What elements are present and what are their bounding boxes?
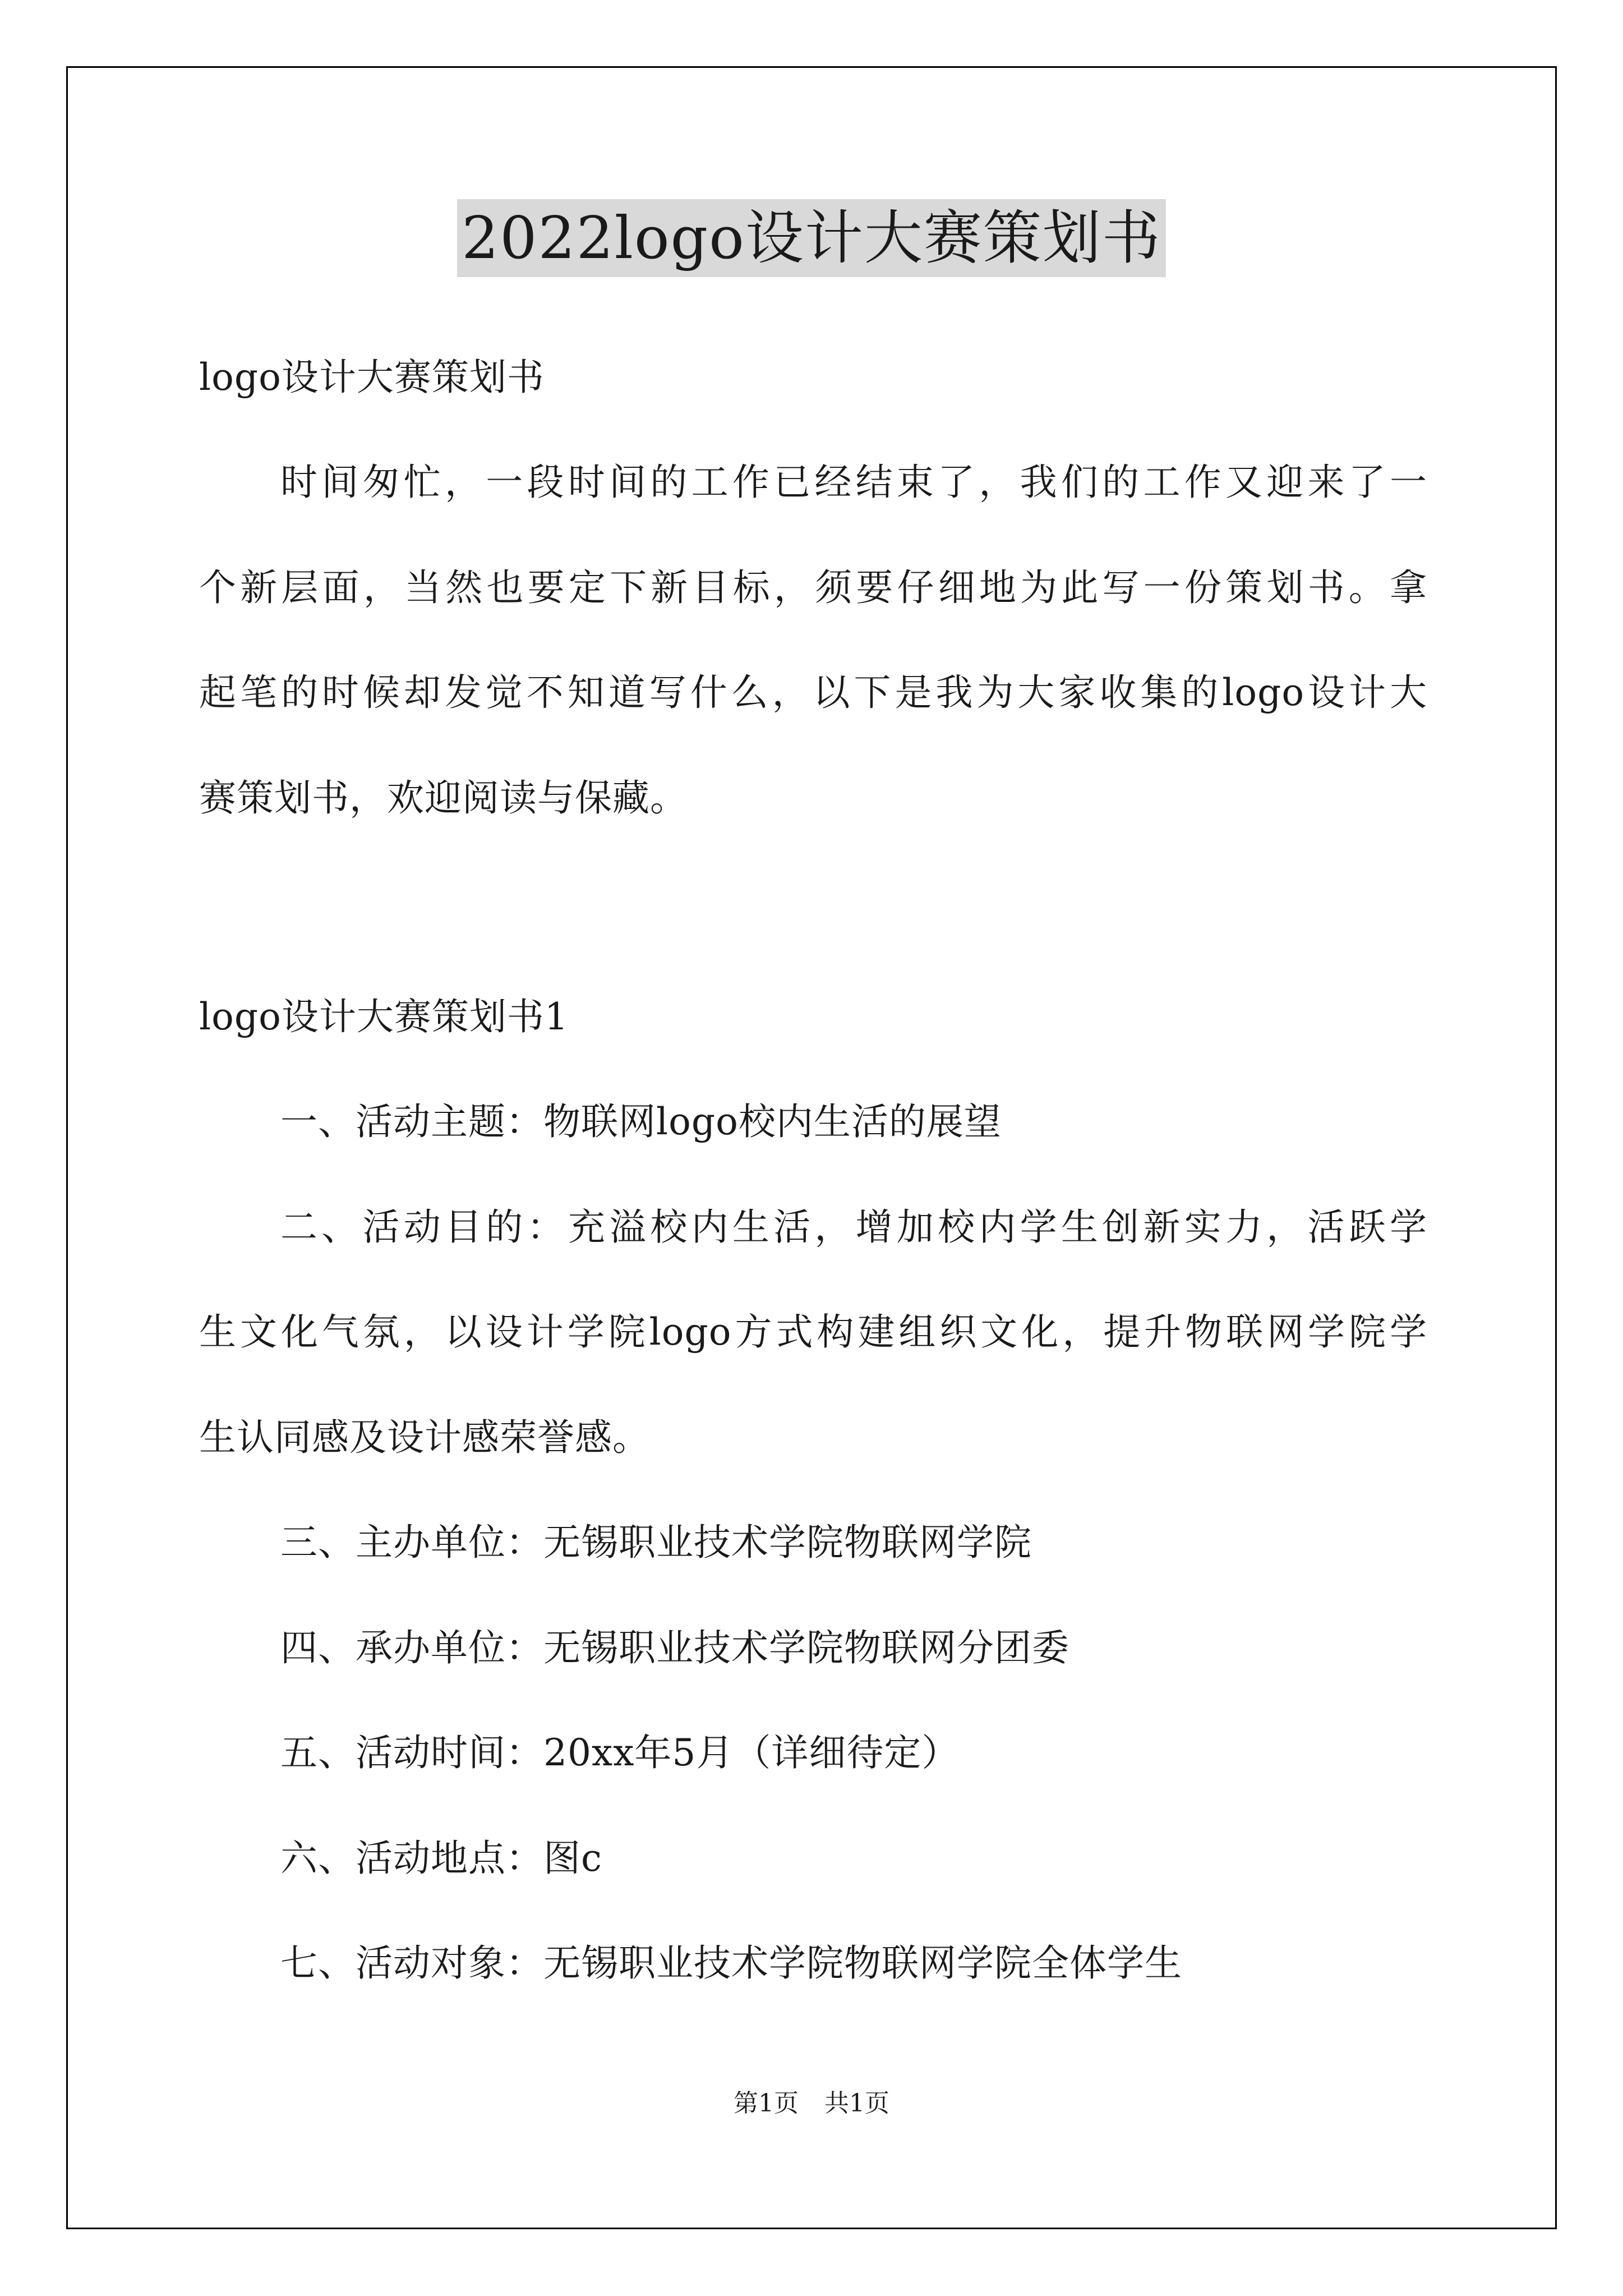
document-title: 2022logo设计大赛策划书 [457, 199, 1166, 277]
page-total: 共1页 [824, 2089, 889, 2118]
item-purpose-line-2: 生文化气氛，以设计学院logo方式构建组织文化，提升物联网学院学 [199, 1310, 1427, 1354]
intro-line-3: 起笔的时候却发觉不知道写什么，以下是我为大家收集的logo设计大 [199, 671, 1427, 714]
document-subtitle: logo设计大赛策划书 [199, 356, 545, 399]
intro-line-1: 时间匆忙，一段时间的工作已经结束了，我们的工作又迎来了一 [280, 461, 1427, 504]
item-audience: 七、活动对象：无锡职业技术学院物联网学院全体学生 [280, 1941, 1182, 1985]
page-number: 第1页 [734, 2089, 799, 2118]
item-location: 六、活动地点：图c [280, 1837, 602, 1880]
intro-line-4: 赛策划书，欢迎阅读与保藏。 [199, 776, 688, 820]
item-organizer: 三、主办单位：无锡职业技术学院物联网学院 [280, 1521, 1032, 1564]
item-time: 五、活动时间：20xx年5月（详细待定） [280, 1731, 960, 1774]
title-container [0, 199, 1623, 277]
section-heading: logo设计大赛策划书1 [199, 995, 569, 1038]
item-purpose-line-1: 二、活动目的：充溢校内生活，增加校内学生创新实力，活跃学 [280, 1205, 1427, 1249]
item-undertaker: 四、承办单位：无锡职业技术学院物联网分团委 [280, 1626, 1069, 1669]
intro-line-2: 个新层面，当然也要定下新目标，须要仔细地为此写一份策划书。拿 [199, 566, 1427, 609]
item-theme: 一、活动主题：物联网logo校内生活的展望 [280, 1100, 1002, 1143]
page-footer [0, 2087, 1623, 2120]
item-purpose-line-3: 生认同感及设计感荣誉感。 [199, 1416, 650, 1459]
